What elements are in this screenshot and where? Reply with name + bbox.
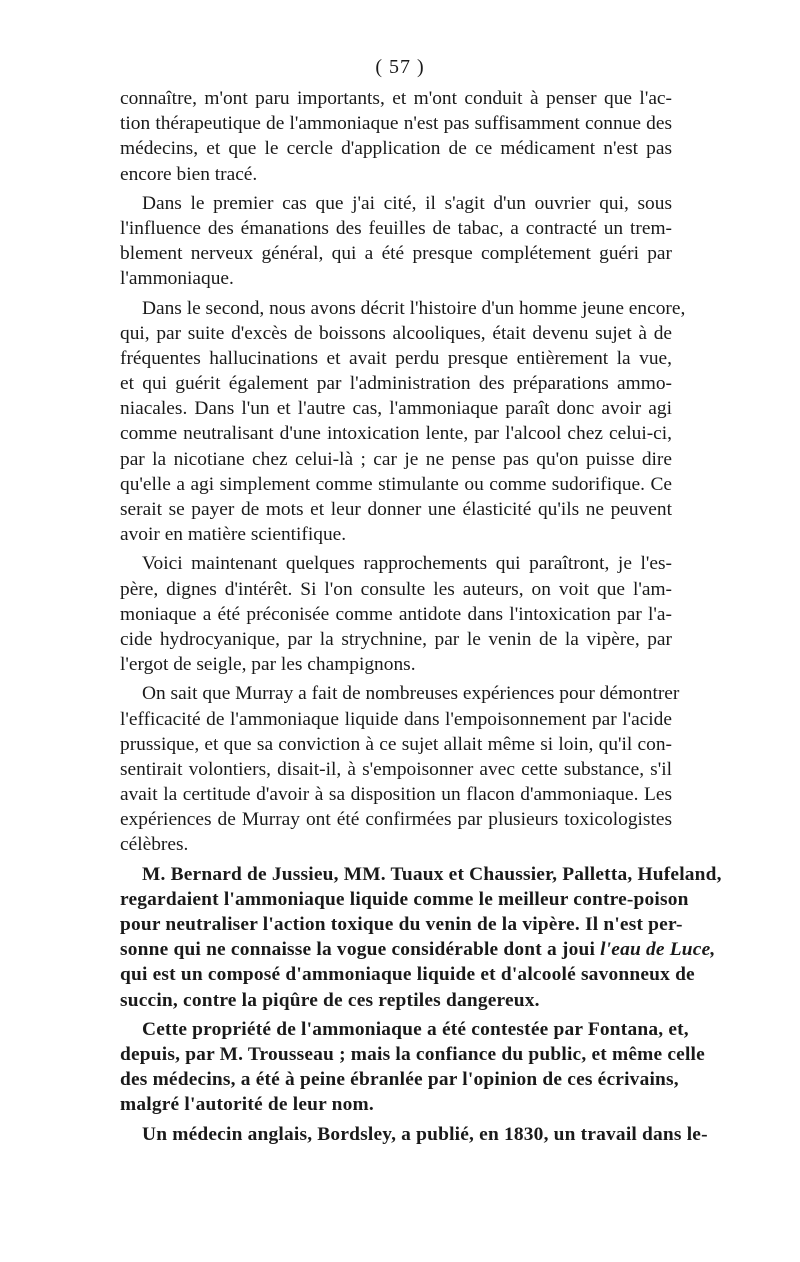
text-line: connaître, m'ont paru importants, et m'ont conduit à penser que l'ac- [120,88,672,109]
text-line: Cette propriété de l'ammoniaque a été contestée par Fontana, et, [142,1018,689,1040]
text-line: fréquentes hallucinations et avait perdu presque entièrement la vue, [120,347,672,369]
text-line: M. Bernard de Jussieu, MM. Tuaux et Chaussier, Palletta, Hufeland, [142,863,722,885]
text-line: Voici maintenant quelques rapprochements qui paraîtront, je l'es- [142,553,672,575]
text-line: niacales. Dans l'un et l'autre cas, l'ammoniaque paraît donc avoir agi [120,398,672,420]
text-line: médecins, et que le cercle d'application de ce médicament n'est pas [120,138,672,160]
text-line: moniaque a été préconisée comme antidote dans l'intoxication par l'a- [120,603,672,625]
text-line: des médecins, a été à peine ébranlée par l'opinion de ces écrivains, [120,1069,679,1091]
text-line: Dans le second, nous avons décrit l'histoire d'un homme jeune encore, [142,297,686,319]
text-line: père, dignes d'intérêt. Si l'on consulte les auteurs, on voit que l'am- [120,578,672,600]
text-line: regardaient l'ammoniaque liquide comme le meilleur contre-poison [120,888,689,910]
text-line: l'ammoniaque. [120,268,234,290]
text-line: pour neutraliser l'action toxique du venin de la vipère. Il n'est per- [120,914,683,935]
text-line: avait la certitude d'avoir à sa disposition un flacon d'ammoniaque. Les [120,784,672,806]
text-line: expériences de Murray ont été confirmées par plusieurs toxicologistes [120,809,672,831]
text-line: succin, contre la piqûre de ces reptiles dangereux. [120,989,540,1011]
text-line: cide hydrocyanique, par la strychnine, par le venin de la vipère, par [120,628,672,650]
text-line: avoir en matière scientifique. [120,524,347,546]
text-line: et qui guérit également par l'administration des préparations ammo- [120,373,672,395]
text-line: blement nerveux général, qui a été presque complétement guéri par [120,243,672,265]
text-line: l'ergot de seigle, par les champignons. [120,654,416,676]
text-line: Dans le premier cas que j'ai cité, il s'agit d'un ouvrier qui, sous [142,192,672,214]
text-line: tion thérapeutique de l'ammoniaque n'est pas suffisamment connue des [120,113,672,135]
text-line: encore bien tracé. [120,163,258,185]
text-line: Un médecin anglais, Bordsley, a publié, en 1830, un travail dans le- [142,1123,708,1145]
text-line: sentirait volontiers, disait-il, à s'empoisonner avec cette substance, s'il [120,758,672,780]
text-line: l'influence des émanations des feuilles de tabac, a contracté un trem- [120,217,672,239]
page-number: ( 57 ) [375,56,425,78]
text-line: célèbres. [120,834,189,856]
text-line-with-italic [120,937,716,962]
text-line: qui, par suite d'excès de boissons alcooliques, était devenu sujet à de [120,322,672,344]
text-line: On sait que Murray a fait de nombreuses expériences pour démontrer [142,683,680,705]
text-line: depuis, par M. Trousseau ; mais la confiance du public, et même celle [120,1043,705,1065]
italic-phrase: l'eau de Luce, [600,939,716,961]
text-line: qu'elle a agi simplement comme stimulante ou comme sudorifique. Ce [120,473,672,495]
text-line: comme neutralisant d'une intoxication lente, par l'alcool chez celui-ci, [120,423,672,445]
text-line: malgré l'autorité de leur nom. [120,1094,374,1116]
text-line: qui est un composé d'ammoniaque liquide et d'alcoolé savonneux de [120,964,695,986]
text-line: par la nicotiane chez celui-là ; car je ne pense pas qu'on puisse dire [120,448,672,470]
text-line: prussique, et que sa conviction à ce sujet allait même si loin, qu'il con- [120,733,672,755]
text-segment: sonne qui ne connaisse la vogue considérable dont a joui [120,939,601,961]
text-line: l'efficacité de l'ammoniaque liquide dans l'empoisonnement par l'acide [120,708,672,730]
text-line: serait se payer de mots et leur donner une élasticité qu'ils ne peuvent [120,499,672,520]
body-text [120,86,722,1147]
